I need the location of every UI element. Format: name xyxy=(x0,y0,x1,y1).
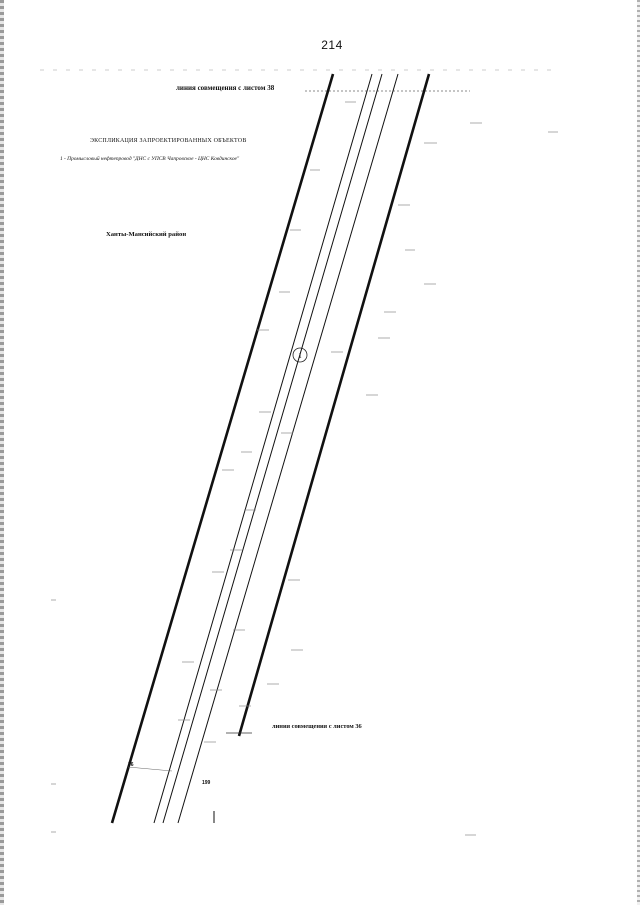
pipeline-line-3 xyxy=(178,74,398,823)
pipeline-line-1 xyxy=(154,74,372,823)
district-label: Ханты-Мансийский район xyxy=(106,231,187,238)
corner-arc-stub xyxy=(128,767,172,771)
page-number: 214 xyxy=(321,38,343,52)
corner-label-199: 199 xyxy=(202,780,211,786)
corridor-right-boundary xyxy=(239,74,429,736)
match-line-bottom-label: линия совмещения с листом 36 xyxy=(272,723,362,730)
match-line-top-label: линия совмещения с листом 38 xyxy=(176,84,275,92)
legend-title: ЭКСПЛИКАЦИЯ ЗАПРОЕКТИРОВАННЫХ ОБЪЕКТОВ xyxy=(90,138,247,144)
legend-item-1: 1 - Промысловый нефтепровод "ДНС с УПСВ Чапровское - ЦНС Ковдинское" xyxy=(60,156,240,162)
corner-label-36: 36 xyxy=(128,762,134,768)
corridor-left-boundary xyxy=(112,74,333,823)
pipeline-line-2 xyxy=(163,74,382,823)
object-marker-number: 1 xyxy=(298,352,302,360)
